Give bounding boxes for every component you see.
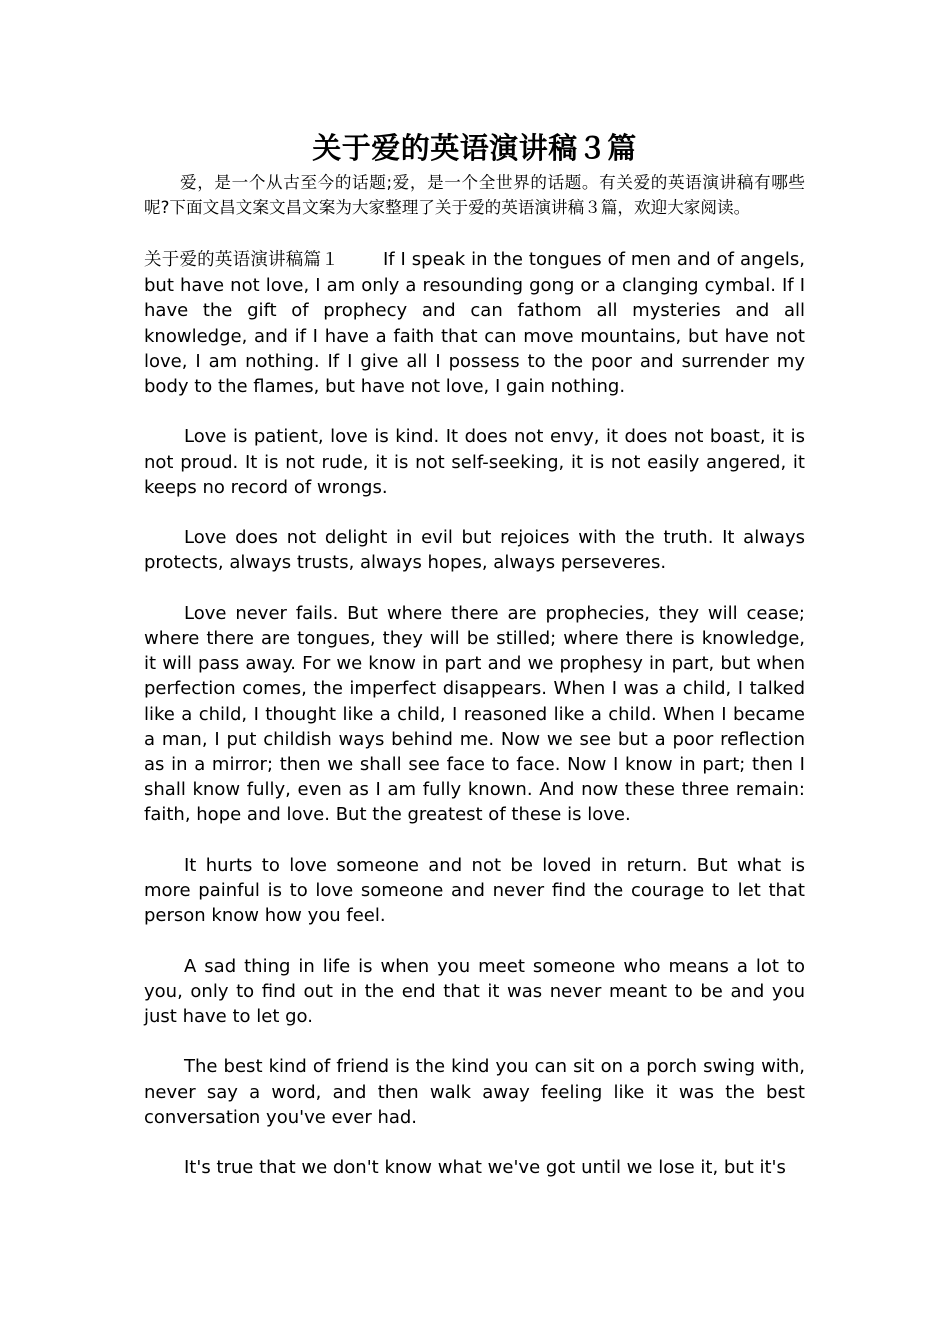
paragraph-text: If I speak in the tongues of men and of angels, but have not love, I am only a resounding gong or a clanging cymbal. If I have the gift of prophecy and can fathom all mysteries and all knowledge, and if I have a faith that can move mountains, but have not love, I am nothing. If I give all I possess to the poor and surrender my body to the flames, but have not love, I gain nothing. xyxy=(144,249,806,398)
intro-paragraph: 爱，是一个从古至今的话题;爱，是一个全世界的话题。有关爱的英语演讲稿有哪些呢?下面文昌文案文昌文案为大家整理了关于爱的英语演讲稿３篇，欢迎大家阅读。 xyxy=(144,173,805,217)
section-1-first-paragraph xyxy=(144,247,805,399)
paragraph: A sad thing in life is when you meet someone who means a lot to you, only to find out in the end that it was never meant to be and you just have to let go. xyxy=(144,955,805,1028)
paragraph: Love never fails. But where there are prophecies, they will cease; where there are tongues, they will be stilled; where there is knowledge, it will pass away. For we know in part and we prophesy in part, but when perfection comes, the imperfect disappears. When I was a child, I talked like a child, I thought like a child, I reasoned like a child. When I became a man, I put childish ways behind me. Now we see but a poor reflection as in a mirror; then we shall see face to face. Now I know in part; then I shall know fully, even as I am fully known. And now these three remain: faith, hope and love. But the greatest of these is love. xyxy=(144,602,805,826)
section-heading: 关于爱的英语演讲稿篇１ xyxy=(144,250,339,270)
paragraph: It's true that we don't know what we've got until we lose it, but it's xyxy=(184,1157,786,1179)
paragraph: The best kind of friend is the kind you can sit on a porch swing with, never say a word, and then walk away feeling like it was the best conversation you've ever had. xyxy=(144,1056,805,1128)
paragraph: Love is patient, love is kind. It does not envy, it does not boast, it is not proud. It is not rude, it is not self-seeking, it is not easily angered, it keeps no record of wrongs. xyxy=(144,426,805,498)
document-page xyxy=(144,128,805,1180)
document-title: 关于爱的英语演讲稿３篇 xyxy=(312,131,637,165)
paragraph: It hurts to love someone and not be loved in return. But what is more painful is to love someone and never find the courage to let that person know how you feel. xyxy=(144,854,805,927)
paragraph: Love does not delight in evil but rejoices with the truth. It always protects, always trusts, always hopes, always perseveres. xyxy=(144,527,805,574)
